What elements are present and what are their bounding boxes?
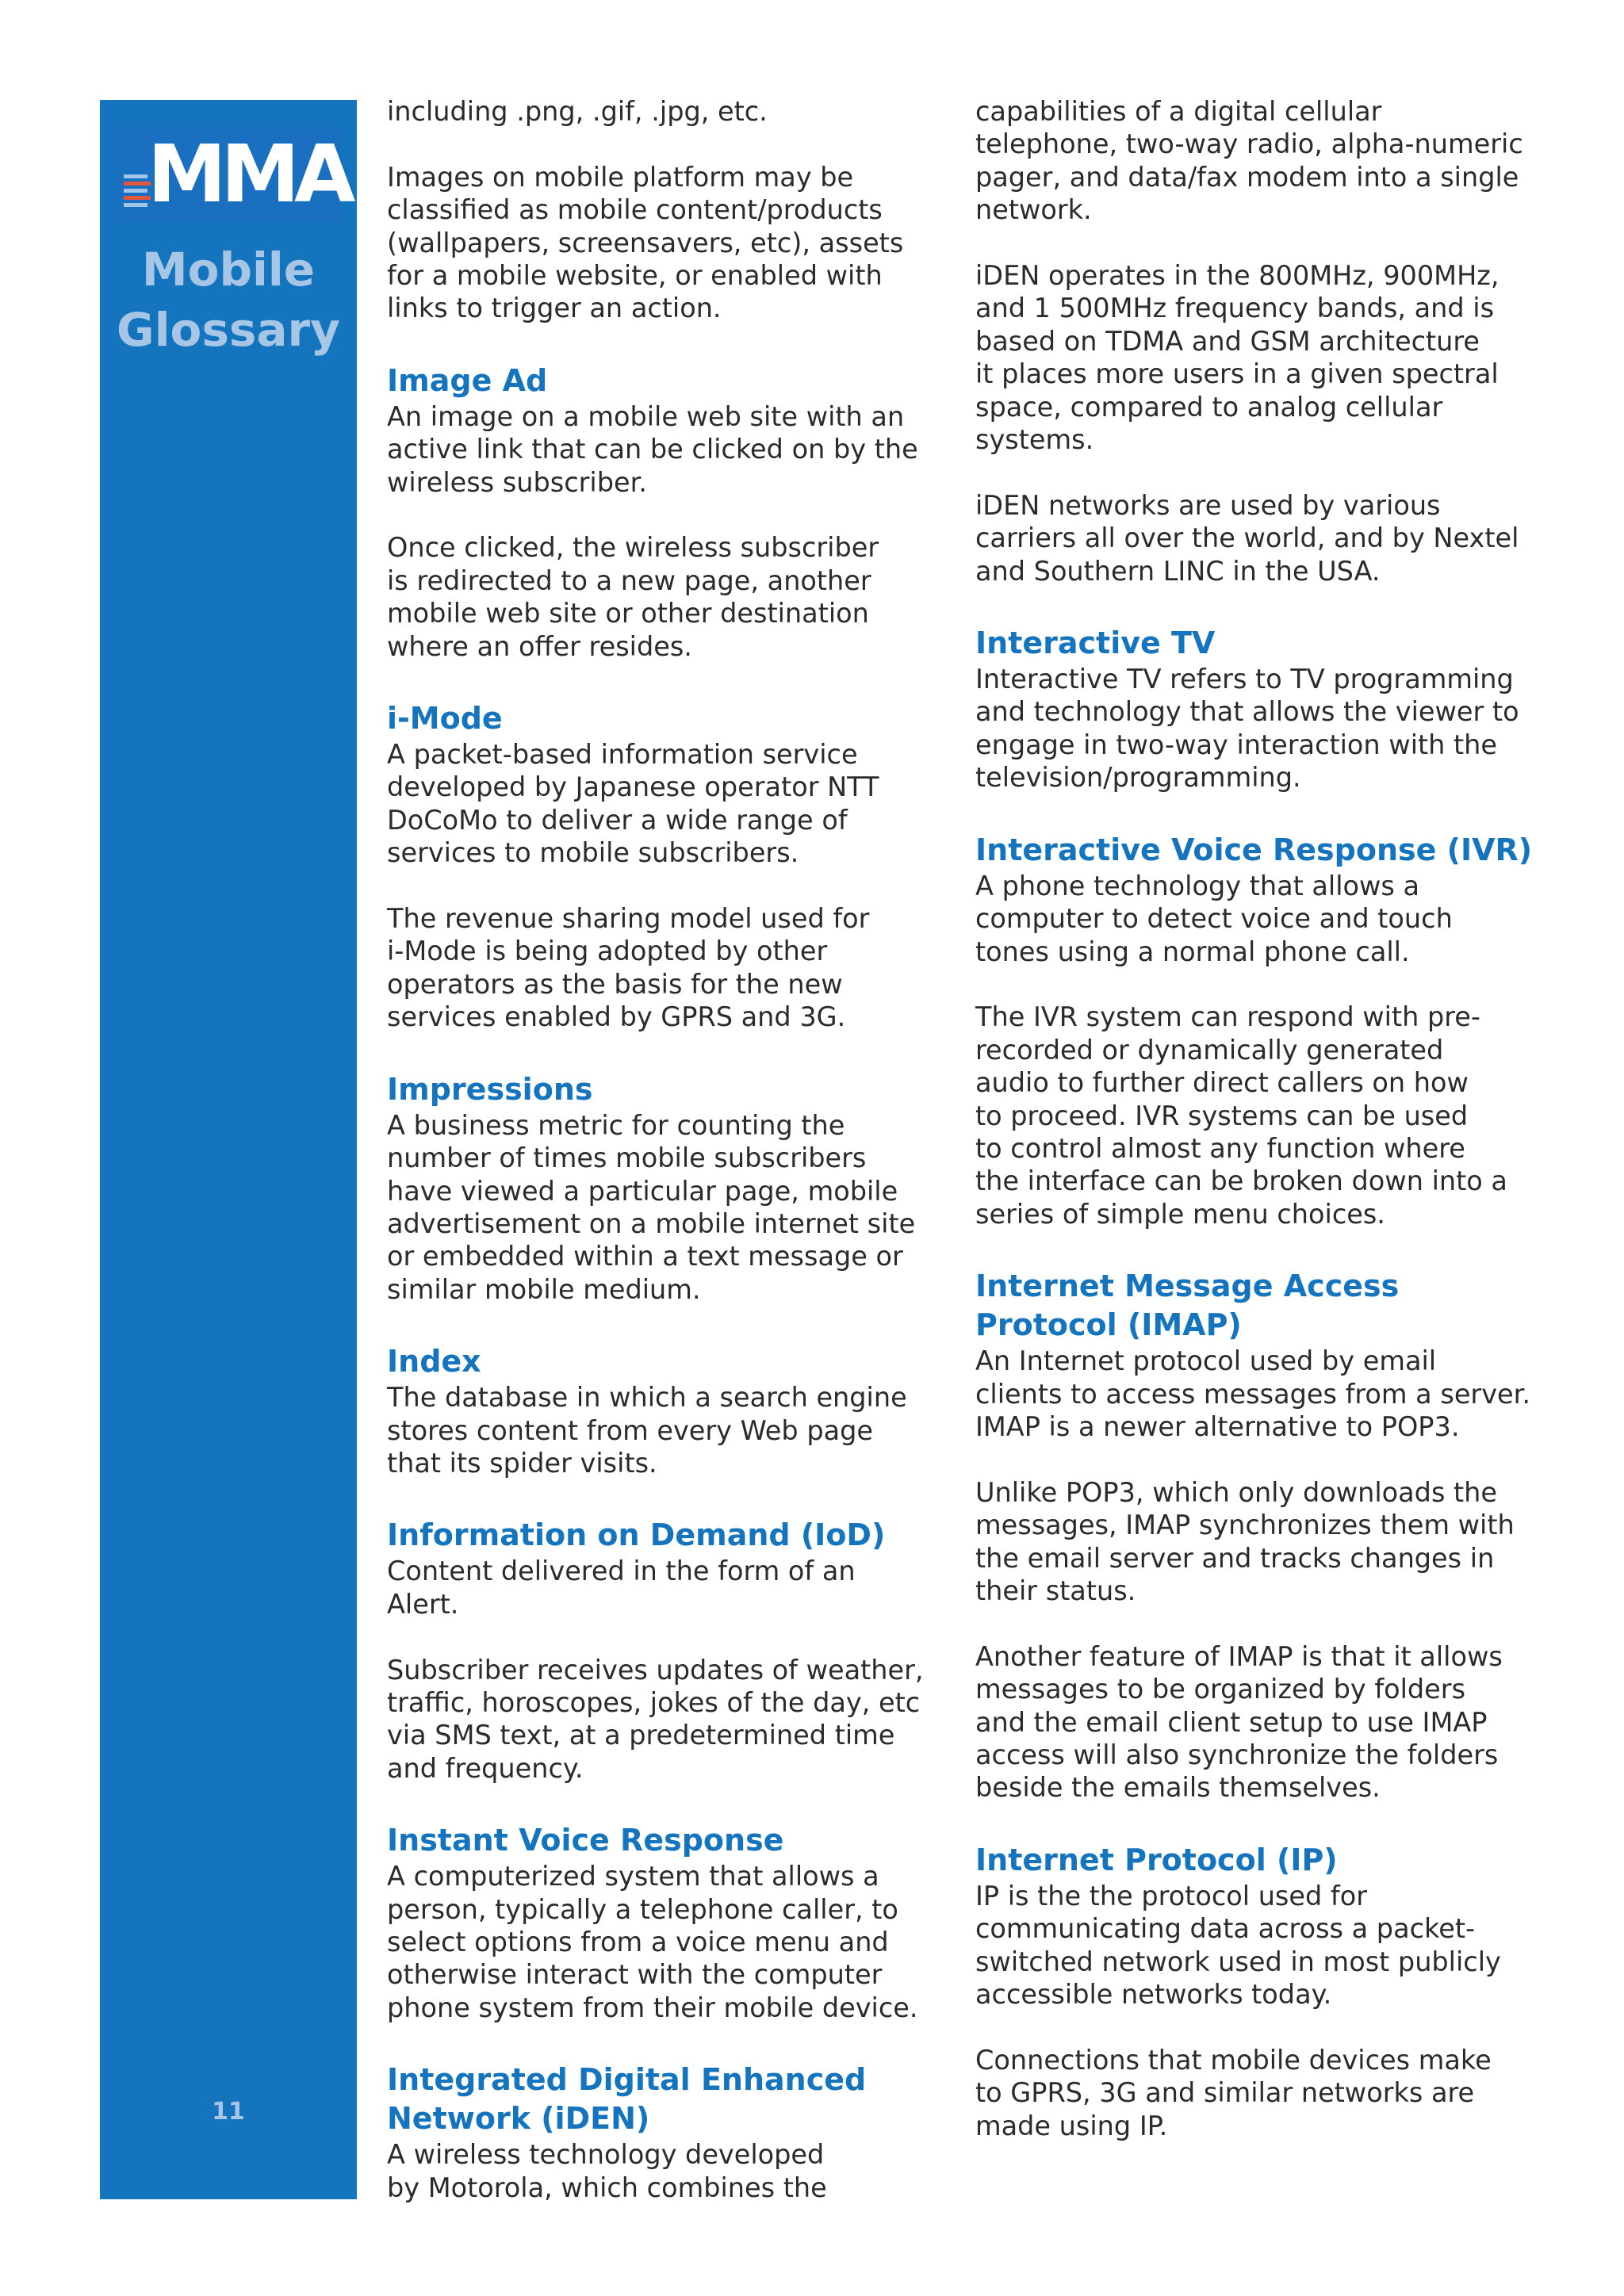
glossary-entry <box>387 362 942 663</box>
glossary-definition: An image on a mobile web site with an active link that can be clicked on by the wireless subscriber. <box>387 400 918 498</box>
paragraph: including .png, .gif, .jpg, etc. <box>387 96 768 127</box>
glossary-entry <box>387 1342 942 1479</box>
glossary-term: Integrated Digital Enhanced Network (iDEN) <box>387 2062 867 2137</box>
glossary-entry <box>975 831 1546 1230</box>
glossary-term: Internet Protocol (IP) <box>975 1842 1338 1877</box>
glossary-term: Image Ad <box>387 362 548 398</box>
glossary-definition: An Internet protocol used by email clients to access messages from a server. IMAP is a newer alternative to POP3. <box>975 1345 1530 1442</box>
glossary-entry <box>975 1267 1546 1804</box>
glossary-term: Impressions <box>387 1071 593 1107</box>
glossary-definition: The database in which a search engine stores content from every Web page that its spider visits. <box>387 1382 907 1479</box>
glossary-term: Internet Message Access Protocol (IMAP) <box>975 1269 1400 1343</box>
glossary-definition: The IVR system can respond with pre- recorded or dynamically generated audio to further direct callers on how to proceed. IVR systems can be used to control almost any function where the interface can be broken down into a series of simple menu choices. <box>975 1001 1507 1230</box>
glossary-entry <box>387 1070 942 1306</box>
glossary-definition: A computerized system that allows a person, typically a telephone caller, to select options from a voice menu and otherwise interact with the computer phone system from their mobile device. <box>387 1861 918 2023</box>
paragraph: capabilities of a digital cellular telephone, two-way radio, alpha-numeric pager, and data/fax modem into a single network. <box>975 96 1523 226</box>
glossary-definition: Connections that mobile devices make to GPRS, 3G and similar networks are made using IP. <box>975 2044 1492 2141</box>
right-entries <box>975 624 1546 2142</box>
glossary-definition: A wireless technology developed by Motorola, which combines the <box>387 2139 827 2203</box>
glossary-entry <box>387 1821 942 2024</box>
glossary-term: Index <box>387 1344 481 1380</box>
glossary-entry <box>975 624 1546 794</box>
glossary-definition: Subscriber receives updates of weather, traffic, horoscopes, jokes of the day, etc via SMS text, at a predetermined time and frequency. <box>387 1654 924 1784</box>
glossary-definition: A phone technology that allows a computer to detect voice and touch tones using a normal phone call. <box>975 870 1453 967</box>
glossary-definition: A business metric for counting the number of times mobile subscribers have viewed a particular page, mobile advertisement on a mobile internet site or embedded within a text message or similar mobile medium. <box>387 1109 916 1305</box>
glossary-definition: IP is the the protocol used for communicating data across a packet- switched network used in most publicly accessible networks today. <box>975 1880 1501 2011</box>
glossary-entry <box>387 699 942 1034</box>
glossary-definition: Interactive TV refers to TV programming and technology that allows the viewer to engage in two-way interaction with the television/programming. <box>975 664 1519 794</box>
glossary-definition: Another feature of IMAP is that it allows messages to be organized by folders and the email client setup to use IMAP access will also synchronize the folders beside the emails themselves. <box>975 1640 1503 1804</box>
left-column <box>387 95 942 2204</box>
left-entries <box>387 362 942 2204</box>
sidebar-title: Mobile Glossary <box>117 243 340 357</box>
paragraph: iDEN networks are used by various carriers all over the world, and by Nextel and Southern LINC in the USA. <box>975 489 1519 587</box>
page-number: 11 <box>212 2098 245 2126</box>
glossary-term: Interactive TV <box>975 626 1216 661</box>
left-column-intro <box>387 95 942 325</box>
right-column <box>975 95 1546 2142</box>
glossary-term: i-Mode <box>387 701 503 737</box>
paragraph: Images on mobile platform may be classified as mobile content/products (wallpapers, screensavers, etc), assets for a mobile website, or enabled with links to trigger an action. <box>387 161 904 324</box>
paragraph: iDEN operates in the 800MHz, 900MHz, and 1 500MHz frequency bands, and is based on TDMA and GSM architecture it places more users in a given spectral space, compared to analog cellular systems. <box>975 260 1500 456</box>
glossary-entry <box>975 1841 1546 2142</box>
glossary-definition: Unlike POP3, which only downloads the messages, IMAP synchronizes them with the email server and tracks changes in their status. <box>975 1476 1515 1606</box>
glossary-definition: Content delivered in the form of an Alert. <box>387 1556 856 1620</box>
glossary-definition: Once clicked, the wireless subscriber is redirected to a new page, another mobile web site or other destination where an offer resides. <box>387 532 879 662</box>
logo-text: MMA <box>147 128 350 220</box>
glossary-entry <box>387 2061 942 2204</box>
glossary-entry <box>387 1516 942 1785</box>
right-column-intro <box>975 95 1546 587</box>
glossary-term: Instant Voice Response <box>387 1823 784 1858</box>
sidebar <box>100 100 357 2199</box>
glossary-definition: The revenue sharing model used for i-Mode is being adopted by other operators as the basis for the new services enabled by GPRS and 3G. <box>387 903 870 1033</box>
glossary-term: Interactive Voice Response (IVR) <box>975 832 1533 867</box>
mma-logo <box>116 127 350 222</box>
glossary-term: Information on Demand (IoD) <box>387 1517 886 1553</box>
glossary-definition: A packet-based information service developed by Japanese operator NTT DoCoMo to deliver a wide range of services to mobile subscribers. <box>387 739 879 869</box>
